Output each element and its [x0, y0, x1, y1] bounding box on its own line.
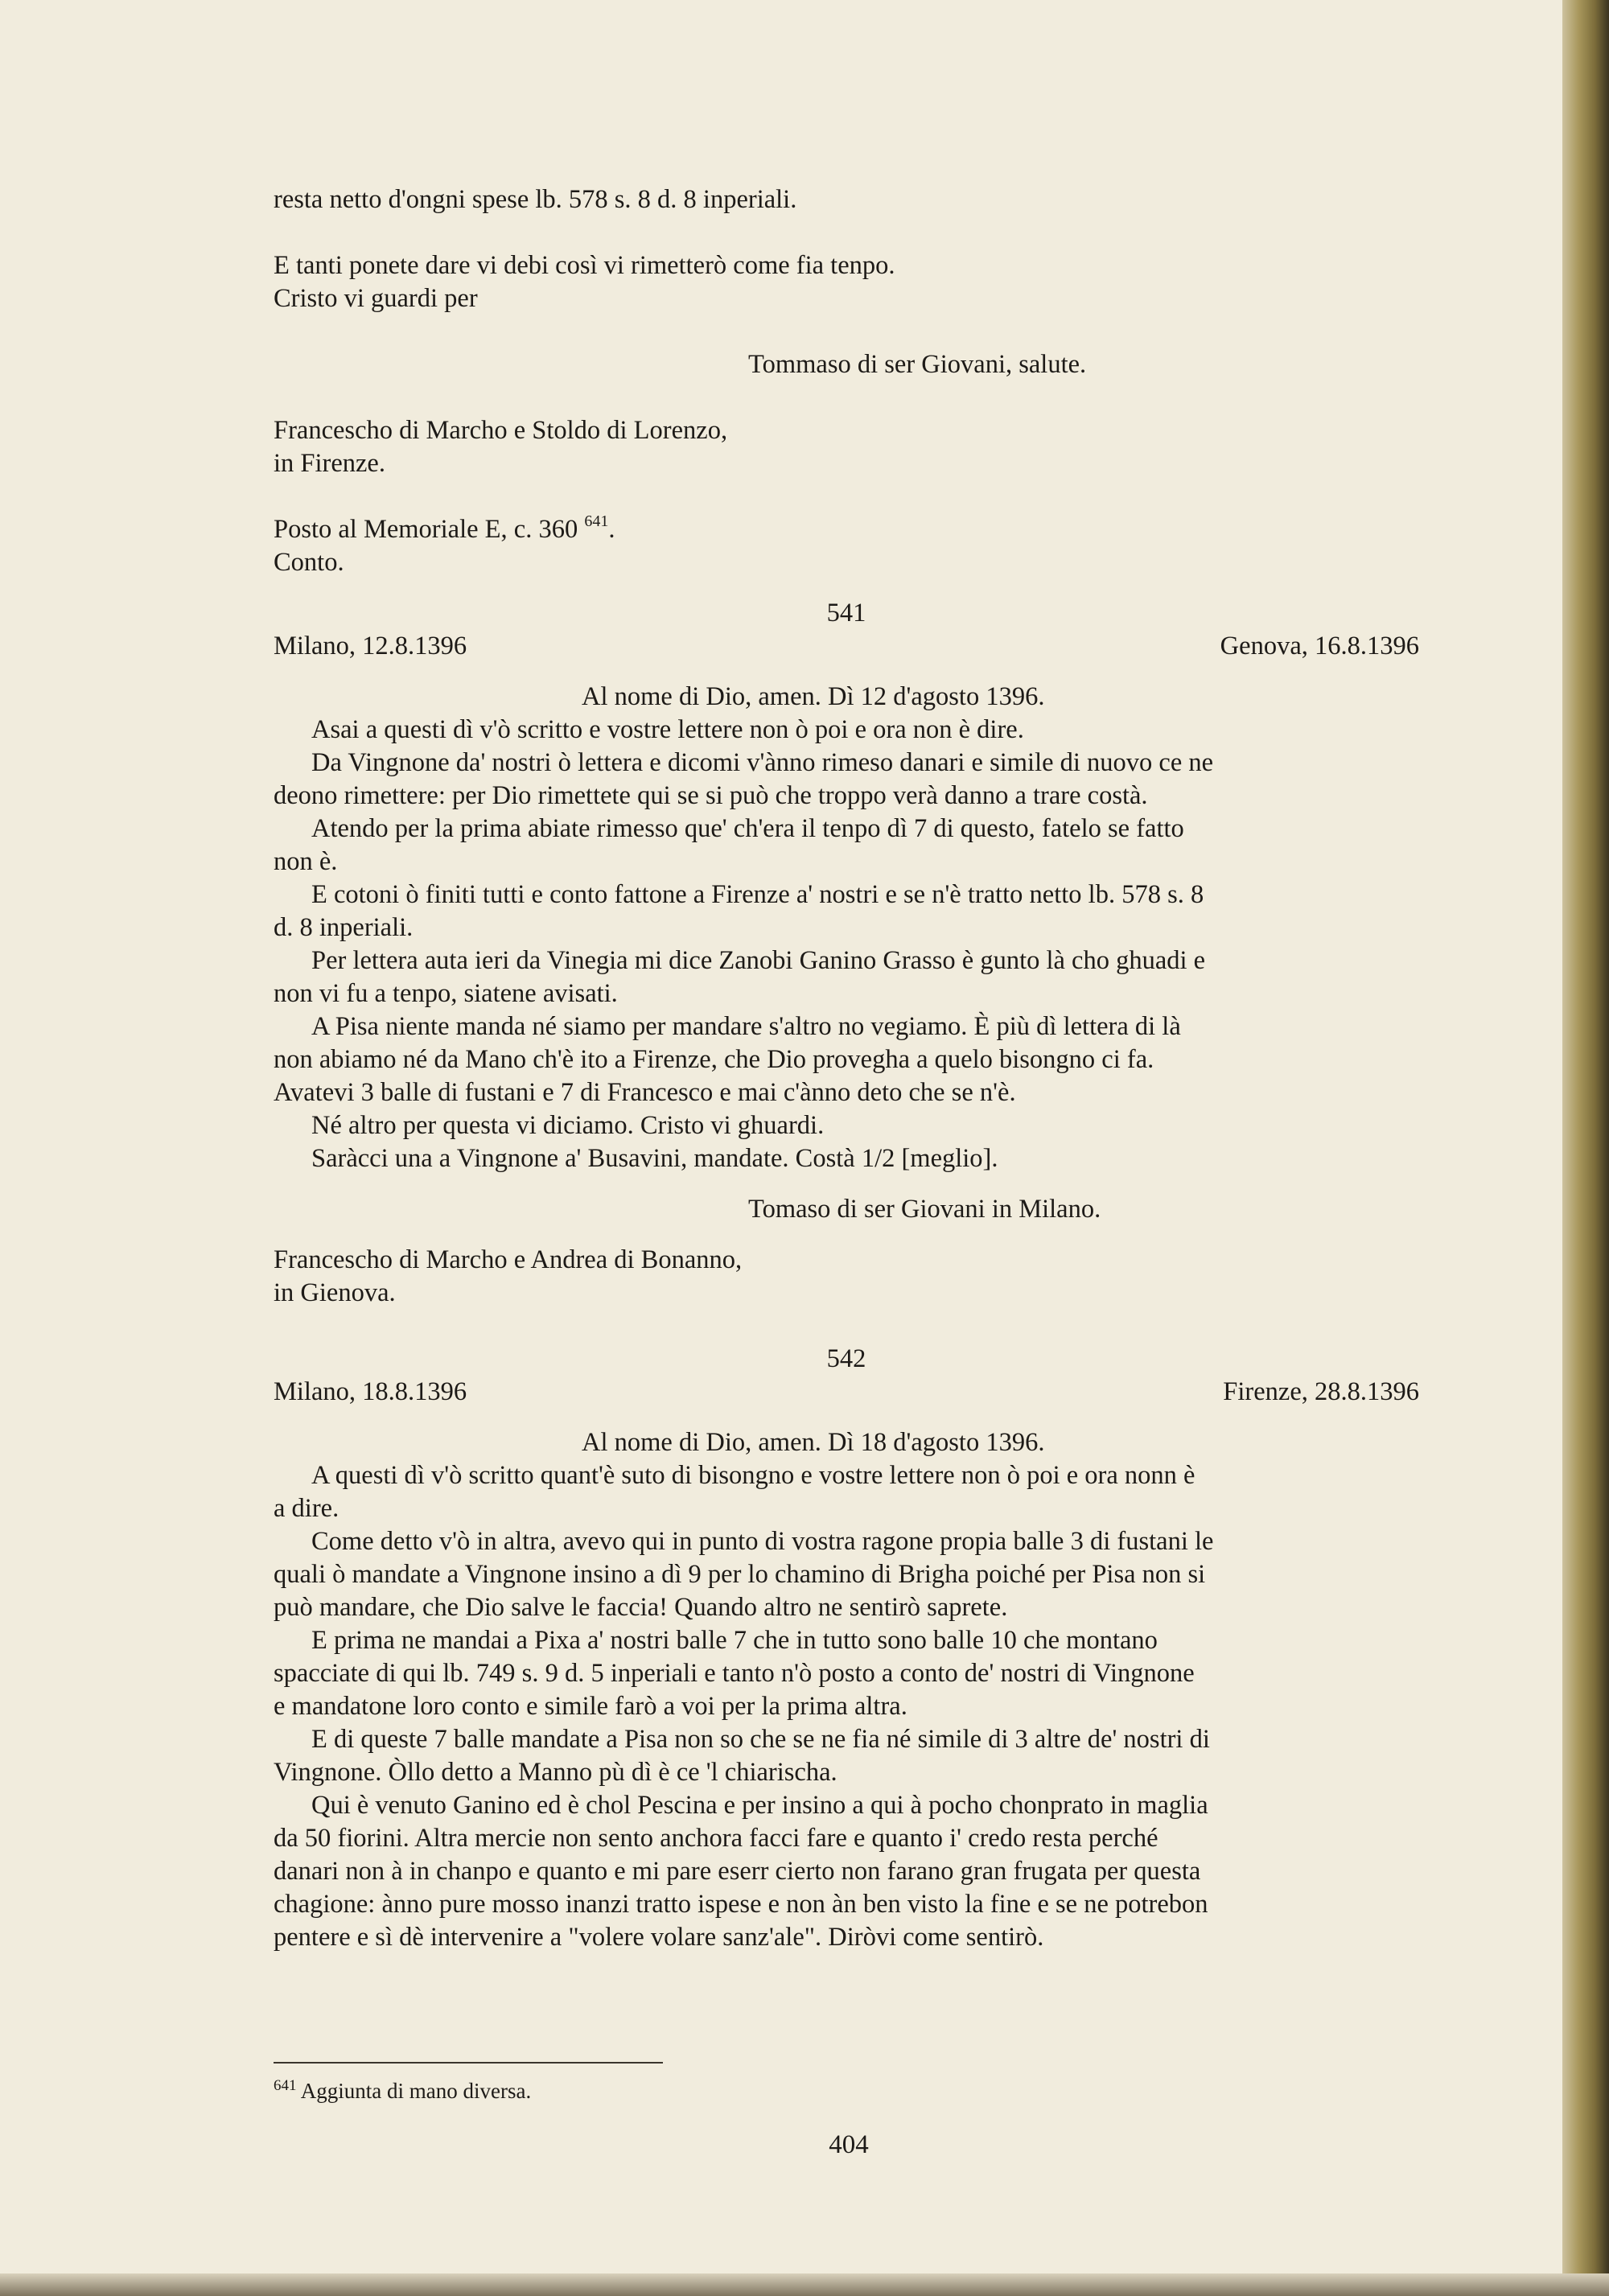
- letter-header: [274, 630, 1419, 663]
- address-line: in Gienova.: [274, 1278, 396, 1307]
- footnote-text: Aggiunta di mano diversa.: [300, 2079, 532, 2103]
- text-line: E tanti ponete dare vi debi così vi rimetterò come fia tenpo.: [274, 251, 895, 280]
- page-edge-shadow: [0, 2273, 1609, 2296]
- text-line: deono rimettere: per Dio rimettete qui se si può che troppo verà danno a trare costà.: [274, 781, 1148, 810]
- footnote-number: 641: [274, 2077, 297, 2094]
- signature: Tomaso di ser Giovani in Milano.: [748, 1195, 1101, 1224]
- text-line: Da Vingnone da' nostri ò lettera e dicomi v'ànno rimeso danari e simile di nuovo ce ne: [311, 748, 1214, 777]
- letter-number: 541: [826, 599, 866, 627]
- text-line: Qui è venuto Ganino ed è chol Pescina e per insino a qui à pocho chonprato in maglia: [311, 1791, 1208, 1820]
- text-line: pentere e sì dè intervenire a "volere volare sanz'ale". Diròvi come sentirò.: [274, 1923, 1044, 1952]
- text-line: non abiamo né da Mano ch'è ito a Firenze, che Dio provegha a quelo bisongno ci fa.: [274, 1045, 1154, 1074]
- text-line: Atendo per la prima abiate rimesso que' ch'era il tenpo dì 7 di questo, fatelo se fatto: [311, 814, 1184, 843]
- text-line: E cotoni ò finiti tutti e conto fattone a Firenze a' nostri e se n'è tratto netto lb. 578 s. 8: [311, 880, 1204, 909]
- text-line: Saràcci una a Vingnone a' Busavini, mandate. Costà 1/2 [meglio].: [311, 1144, 998, 1173]
- text-line: a dire.: [274, 1494, 339, 1523]
- letter-header: [274, 1376, 1419, 1409]
- book-spine: [1562, 0, 1609, 2296]
- text-line: d. 8 inperiali.: [274, 913, 414, 942]
- text-line: Vingnone. Òllo detto a Manno pù dì è ce 'l chiarischa.: [274, 1758, 837, 1787]
- memo-text: Posto al Memoriale E, c. 360: [274, 515, 578, 544]
- letter-opening: Al nome di Dio, amen. Dì 18 d'agosto 1396.: [582, 1428, 1045, 1457]
- text-line: chagione: ànno pure mosso inanzi tratto ispese e non àn ben visto la fine e se ne potrebon: [274, 1890, 1208, 1919]
- text-line: Per lettera auta ieri da Vinegia mi dice Zanobi Ganino Grasso è gunto là cho ghuadi e: [311, 946, 1206, 975]
- address-line: Francescho di Marcho e Andrea di Bonanno,: [274, 1245, 743, 1274]
- signature: Tommaso di ser Giovani, salute.: [748, 350, 1087, 379]
- text-line: Asai a questi dì v'ò scritto e vostre lettere non ò poi e ora non è dire.: [311, 715, 1024, 744]
- text-line: non vi fu a tenpo, siatene avisati.: [274, 979, 618, 1008]
- letter-number: 542: [826, 1344, 866, 1373]
- letter-opening: Al nome di Dio, amen. Dì 12 d'agosto 1396.: [582, 682, 1045, 711]
- text-line: non è.: [274, 847, 338, 876]
- footnote-reference: 641: [584, 512, 609, 530]
- text-line: resta netto d'ongni spese lb. 578 s. 8 d. 8 inperiali.: [274, 185, 797, 214]
- letter-origin: Milano, 18.8.1396: [274, 1377, 467, 1406]
- letter-destination: Firenze, 28.8.1396: [1223, 1377, 1419, 1406]
- address-line: Francescho di Marcho e Stoldo di Lorenzo,: [274, 416, 728, 445]
- letter-destination: Genova, 16.8.1396: [1220, 632, 1419, 660]
- text-line: Avatevi 3 balle di fustani e 7 di Francesco e mai c'ànno deto che se n'è.: [274, 1078, 1016, 1107]
- page-body: [274, 183, 1419, 1954]
- text-line: e mandatone loro conto e simile farò a voi per la prima altra.: [274, 1692, 907, 1721]
- footnote: [274, 2079, 531, 2104]
- text-line: spacciate di qui lb. 749 s. 9 d. 5 inperiali e tanto n'ò posto a conto de' nostri di Vingnone: [274, 1659, 1195, 1688]
- letter-origin: Milano, 12.8.1396: [274, 632, 467, 660]
- text-line: E di queste 7 balle mandate a Pisa non so che se ne fia né simile di 3 altre de' nostri di: [311, 1725, 1210, 1754]
- text-line: quali ò mandate a Vingnone insino a dì 9 per lo chamino di Brigha poiché per Pisa non si: [274, 1560, 1206, 1589]
- text-line: A questi dì v'ò scritto quant'è suto di bisongno e vostre lettere non ò poi e ora nonn è: [311, 1461, 1195, 1490]
- text-line: E prima ne mandai a Pixa a' nostri balle 7 che in tutto sono balle 10 che montano: [311, 1626, 1158, 1655]
- page-number: 404: [829, 2130, 869, 2159]
- text-line: da 50 fiorini. Altra mercie non sento anchora facci fare e quanto i' credo resta perché: [274, 1824, 1158, 1853]
- conto-line: Conto.: [274, 548, 344, 577]
- text-line: Cristo vi guardi per: [274, 284, 478, 313]
- text-line: Come detto v'ò in altra, avevo qui in punto di vostra ragone propia balle 3 di fustani le: [311, 1527, 1214, 1556]
- text-line: danari non à in chanpo e quanto e mi pare eserr cierto non farano gran frugata per questa: [274, 1857, 1201, 1886]
- footnote-divider: [274, 2062, 663, 2064]
- text-line: Né altro per questa vi diciamo. Cristo vi ghuardi.: [311, 1111, 825, 1140]
- text-line: A Pisa niente manda né siamo per mandare s'altro no vegiamo. È più dì lettera di là: [311, 1012, 1181, 1041]
- memo-line: Posto al Memoriale E, c. 360 $^{641}$.: [274, 512, 615, 544]
- address-line: in Firenze.: [274, 449, 385, 478]
- text-line: può mandare, che Dio salve le faccia! Quando altro ne sentirò saprete.: [274, 1593, 1008, 1622]
